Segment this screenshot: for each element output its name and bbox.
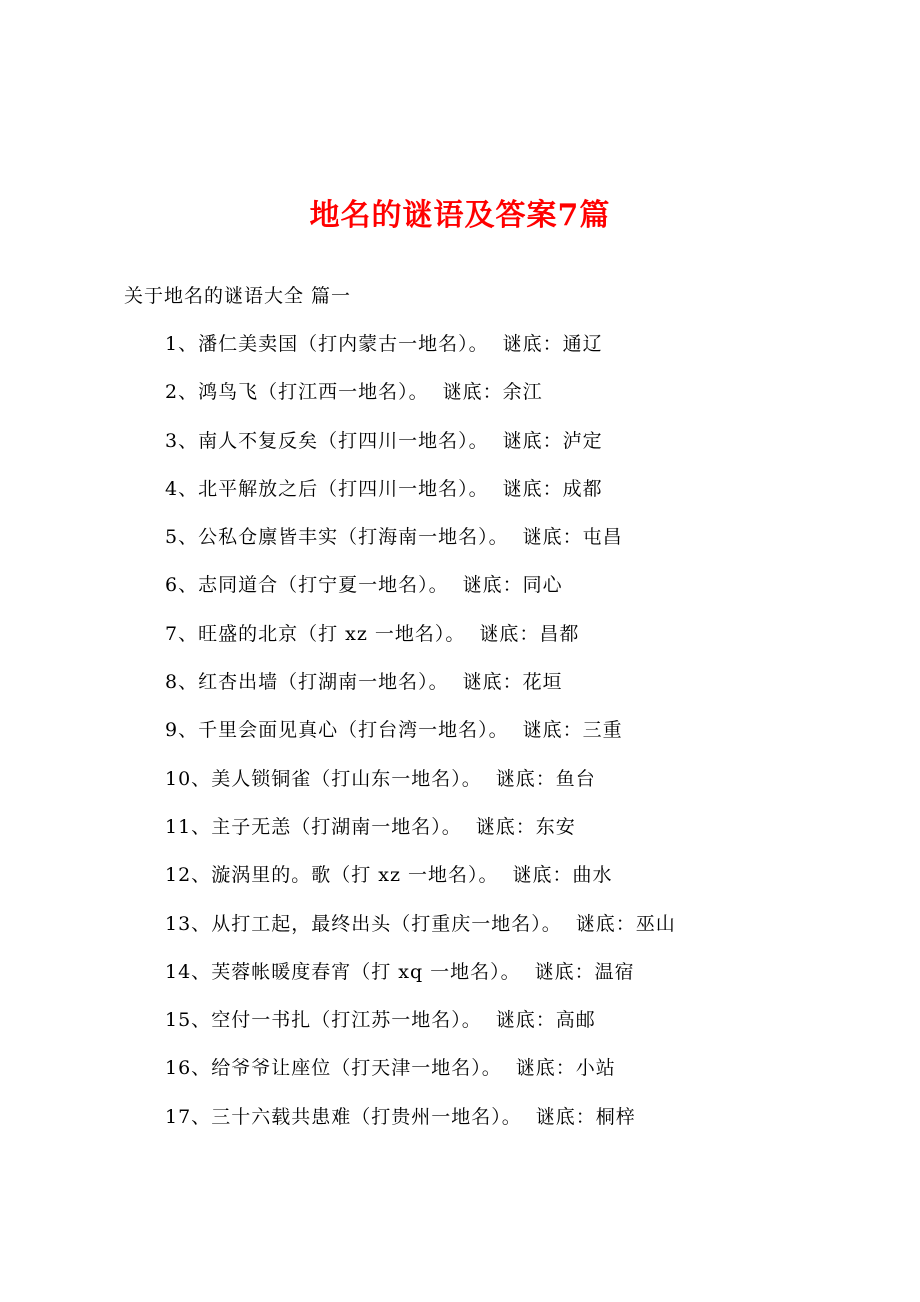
section-heading: 关于地名的谜语大全 篇一 bbox=[124, 285, 352, 307]
riddle-answer: 谜底：高邮 bbox=[495, 1009, 596, 1032]
riddle-item bbox=[165, 330, 676, 378]
document-title: 地名的谜语及答案7篇 bbox=[309, 198, 611, 233]
riddle-answer: 谜底：通辽 bbox=[502, 333, 603, 355]
riddle-answer: 谜底：小站 bbox=[515, 1057, 616, 1080]
riddle-answer: 谜底：桐梓 bbox=[535, 1105, 636, 1128]
riddle-answer: 谜底：屯昌 bbox=[522, 526, 623, 549]
riddle-question: 从打工起，最终出头（打重庆一地名）。 bbox=[211, 912, 562, 935]
riddle-question: 芙蓉帐暖度春宵（打 xq 一地名）。 bbox=[211, 960, 521, 983]
riddle-answer: 谜底：同心 bbox=[462, 574, 563, 597]
riddle-answer: 谜底：花垣 bbox=[462, 671, 563, 694]
riddle-number: 12、 bbox=[165, 864, 212, 887]
riddle-number: 14、 bbox=[165, 960, 212, 983]
riddle-answer: 谜底：曲水 bbox=[512, 864, 613, 887]
riddle-item bbox=[165, 765, 676, 813]
riddle-answer: 谜底：余江 bbox=[442, 381, 543, 404]
riddle-number: 10、 bbox=[165, 767, 212, 790]
riddle-item bbox=[165, 427, 676, 475]
riddle-answer: 谜底：泸定 bbox=[502, 429, 603, 452]
riddle-number: 9、 bbox=[165, 719, 199, 742]
riddle-number: 2、 bbox=[165, 381, 199, 404]
riddle-item bbox=[165, 716, 676, 764]
riddle-answer: 谜底：昌都 bbox=[479, 622, 580, 645]
riddle-question: 南人不复反矣（打四川一地名）。 bbox=[198, 429, 489, 452]
riddle-number: 5、 bbox=[165, 526, 199, 549]
riddle-question: 千里会面见真心（打台湾一地名）。 bbox=[198, 719, 509, 742]
riddle-question: 美人锁铜雀（打山东一地名）。 bbox=[211, 767, 482, 790]
riddle-item bbox=[165, 1103, 676, 1151]
riddle-question: 给爷爷让座位（打天津一地名）。 bbox=[211, 1057, 502, 1080]
riddle-item bbox=[165, 1054, 676, 1102]
riddle-number: 6、 bbox=[165, 574, 199, 597]
riddle-question: 志同道合（打宁夏一地名）。 bbox=[198, 574, 449, 597]
riddle-item bbox=[165, 475, 676, 523]
riddle-number: 11、 bbox=[165, 815, 212, 838]
riddle-question: 潘仁美卖国（打内蒙古一地名）。 bbox=[198, 333, 489, 355]
riddle-number: 8、 bbox=[165, 671, 199, 694]
riddle-number: 13、 bbox=[165, 912, 212, 935]
riddle-item bbox=[165, 813, 676, 861]
riddle-item bbox=[165, 910, 676, 958]
riddle-item bbox=[165, 571, 676, 619]
riddle-question: 空付一书扎（打江苏一地名）。 bbox=[211, 1009, 482, 1032]
riddle-number: 17、 bbox=[165, 1105, 212, 1128]
riddle-number: 1、 bbox=[165, 333, 199, 355]
riddle-answer: 谜底：巫山 bbox=[575, 912, 676, 935]
riddle-item bbox=[165, 958, 676, 1006]
riddle-item bbox=[165, 378, 676, 426]
riddle-answer: 谜底：鱼台 bbox=[495, 767, 596, 790]
riddle-question: 漩涡里的。歌（打 xz 一地名）。 bbox=[211, 864, 499, 887]
riddle-item bbox=[165, 861, 676, 909]
riddle-item bbox=[165, 1006, 676, 1054]
riddle-answer: 谜底：成都 bbox=[502, 477, 603, 500]
riddle-answer: 谜底：温宿 bbox=[534, 960, 635, 983]
riddle-question: 三十六载共患难（打贵州一地名）。 bbox=[211, 1105, 522, 1128]
riddle-answer: 谜底：三重 bbox=[522, 719, 623, 742]
riddle-answer: 谜底：东安 bbox=[475, 815, 576, 838]
riddle-question: 红杏出墙（打湖南一地名）。 bbox=[198, 671, 449, 694]
riddle-number: 15、 bbox=[165, 1009, 212, 1032]
riddle-number: 7、 bbox=[165, 622, 199, 645]
riddle-number: 3、 bbox=[165, 429, 199, 452]
riddle-number: 4、 bbox=[165, 477, 199, 500]
riddle-item bbox=[165, 668, 676, 716]
riddle-question: 旺盛的北京（打 xz 一地名）。 bbox=[198, 622, 466, 645]
riddle-number: 16、 bbox=[165, 1057, 212, 1080]
riddle-list bbox=[165, 330, 676, 1151]
riddle-item bbox=[165, 620, 676, 668]
riddle-question: 鸿鸟飞（打江西一地名）。 bbox=[198, 381, 429, 404]
riddle-question: 公私仓廪皆丰实（打海南一地名）。 bbox=[198, 526, 509, 549]
riddle-question: 主子无恙（打湖南一地名）。 bbox=[211, 815, 462, 838]
riddle-item bbox=[165, 523, 676, 571]
riddle-question: 北平解放之后（打四川一地名）。 bbox=[198, 477, 489, 500]
